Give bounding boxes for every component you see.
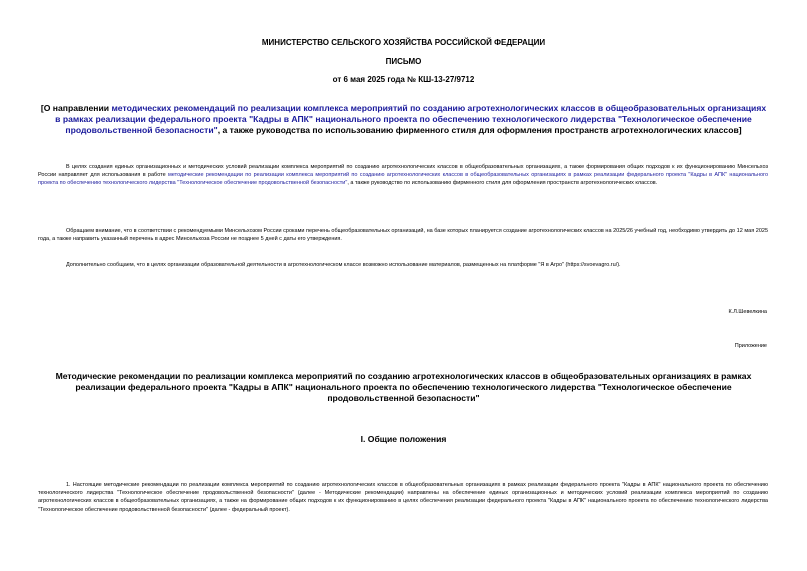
p1-end: , а также руководство по использованию фирменного стиля для оформления пространств агротехнологических классов. bbox=[347, 180, 658, 187]
ministry-heading: МИНИСТЕРСТВО СЕЛЬСКОГО ХОЗЯЙСТВА РОССИЙСКОЙ ФЕДЕРАЦИИ bbox=[261, 38, 546, 47]
p1-start: В целях создания единых организационных и методических условий реализации комплекса мероприятий по созданию агротехнологических классов в общеобразовательных организациях, а также формирования общих подходов к их функционированию Минсельхоз России направляет для использования в работе bbox=[38, 164, 768, 179]
subject-open: [О направлении bbox=[40, 103, 112, 113]
signature: К.Л.Шевелкина bbox=[728, 309, 767, 315]
body-paragraph-1 bbox=[38, 163, 768, 188]
appendix-paragraph-1: 1. Настоящие методические рекомендации по реализации комплекса мероприятий по созданию агротехнологических классов в общеобразовательных организациях в рамках реализации федерального проекта "Кадры в АПК" национального проекта по обеспечению технологического лидерства "Технологическое обеспечение продовольственной безопасности" (далее - Методические рекомендации) направлены на обеспечение единых организационных и методических условий реализации комплекса мероприятий по созданию агротехнологических классов в общеобразовательных организациях, а также на формирование общих подходов к их функционированию в целях обеспечения реализации федерального проекта "Кадры в АПК" национального проекта по обеспечению технологического лидерства "Технологическое обеспечение продовольственной безопасности" (далее - федеральный проект). bbox=[38, 482, 768, 513]
body-paragraph-2: Обращаем внимание, что в соответствии с рекомендуемыми Минсельхозом России сроками перечень общеобразовательных организаций, на базе которых планируется создание агротехнологических классов на 2025/26 учебный год, необходимо утвердить до 12 мая 2025 года, а также направить указанный перечень в адрес Минсельхоза России не позднее 5 дней с даты его утверждения. bbox=[38, 228, 768, 243]
appendix-label: Приложение bbox=[734, 343, 767, 349]
letter-subject bbox=[40, 103, 767, 136]
document-type: ПИСЬМО bbox=[385, 57, 422, 66]
body-paragraph-3: Дополнительно сообщаем, что в целях организации образовательной деятельности в агротехнологическом классе возможно использование материалов, размещенных на платформе "Я в Агро" (https://svoevagro.ru/). bbox=[66, 262, 621, 268]
subject-rest: , а также руководства по использованию фирменного стиля для оформления пространств агротехнологических классов] bbox=[217, 125, 742, 135]
section-title: I. Общие положения bbox=[360, 434, 447, 444]
p1-link[interactable]: методические рекомендации по реализации комплекса мероприятий по созданию агротехнологических классов в общеобразовательных организациях в рамках реализации федерального проекта "Кадры в АПК" национального проекта по обеспечению технологического лидерства "Технологическое обеспечение продовольственной безопасности" bbox=[38, 172, 769, 187]
document-date-number: от 6 мая 2025 года № КШ-13-27/9712 bbox=[332, 75, 475, 84]
subject-link[interactable]: методических рекомендаций по реализации комплекса мероприятий по созданию агротехнологических классов в общеобразовательных организациях в рамках реализации федерального проекта "Кадры в АПК" национального проекта по обеспечению технологического лидерства "Технологическое обеспечение продовольственной безопасности" bbox=[55, 103, 767, 135]
appendix-title: Методические рекомендации по реализации комплекса мероприятий по созданию агротехнологических классов в общеобразовательных организациях в рамках реализации федерального проекта "Кадры в АПК" национального проекта по обеспечению технологического лидерства "Технологическое обеспечение продовольственной безопасности" bbox=[55, 371, 752, 403]
